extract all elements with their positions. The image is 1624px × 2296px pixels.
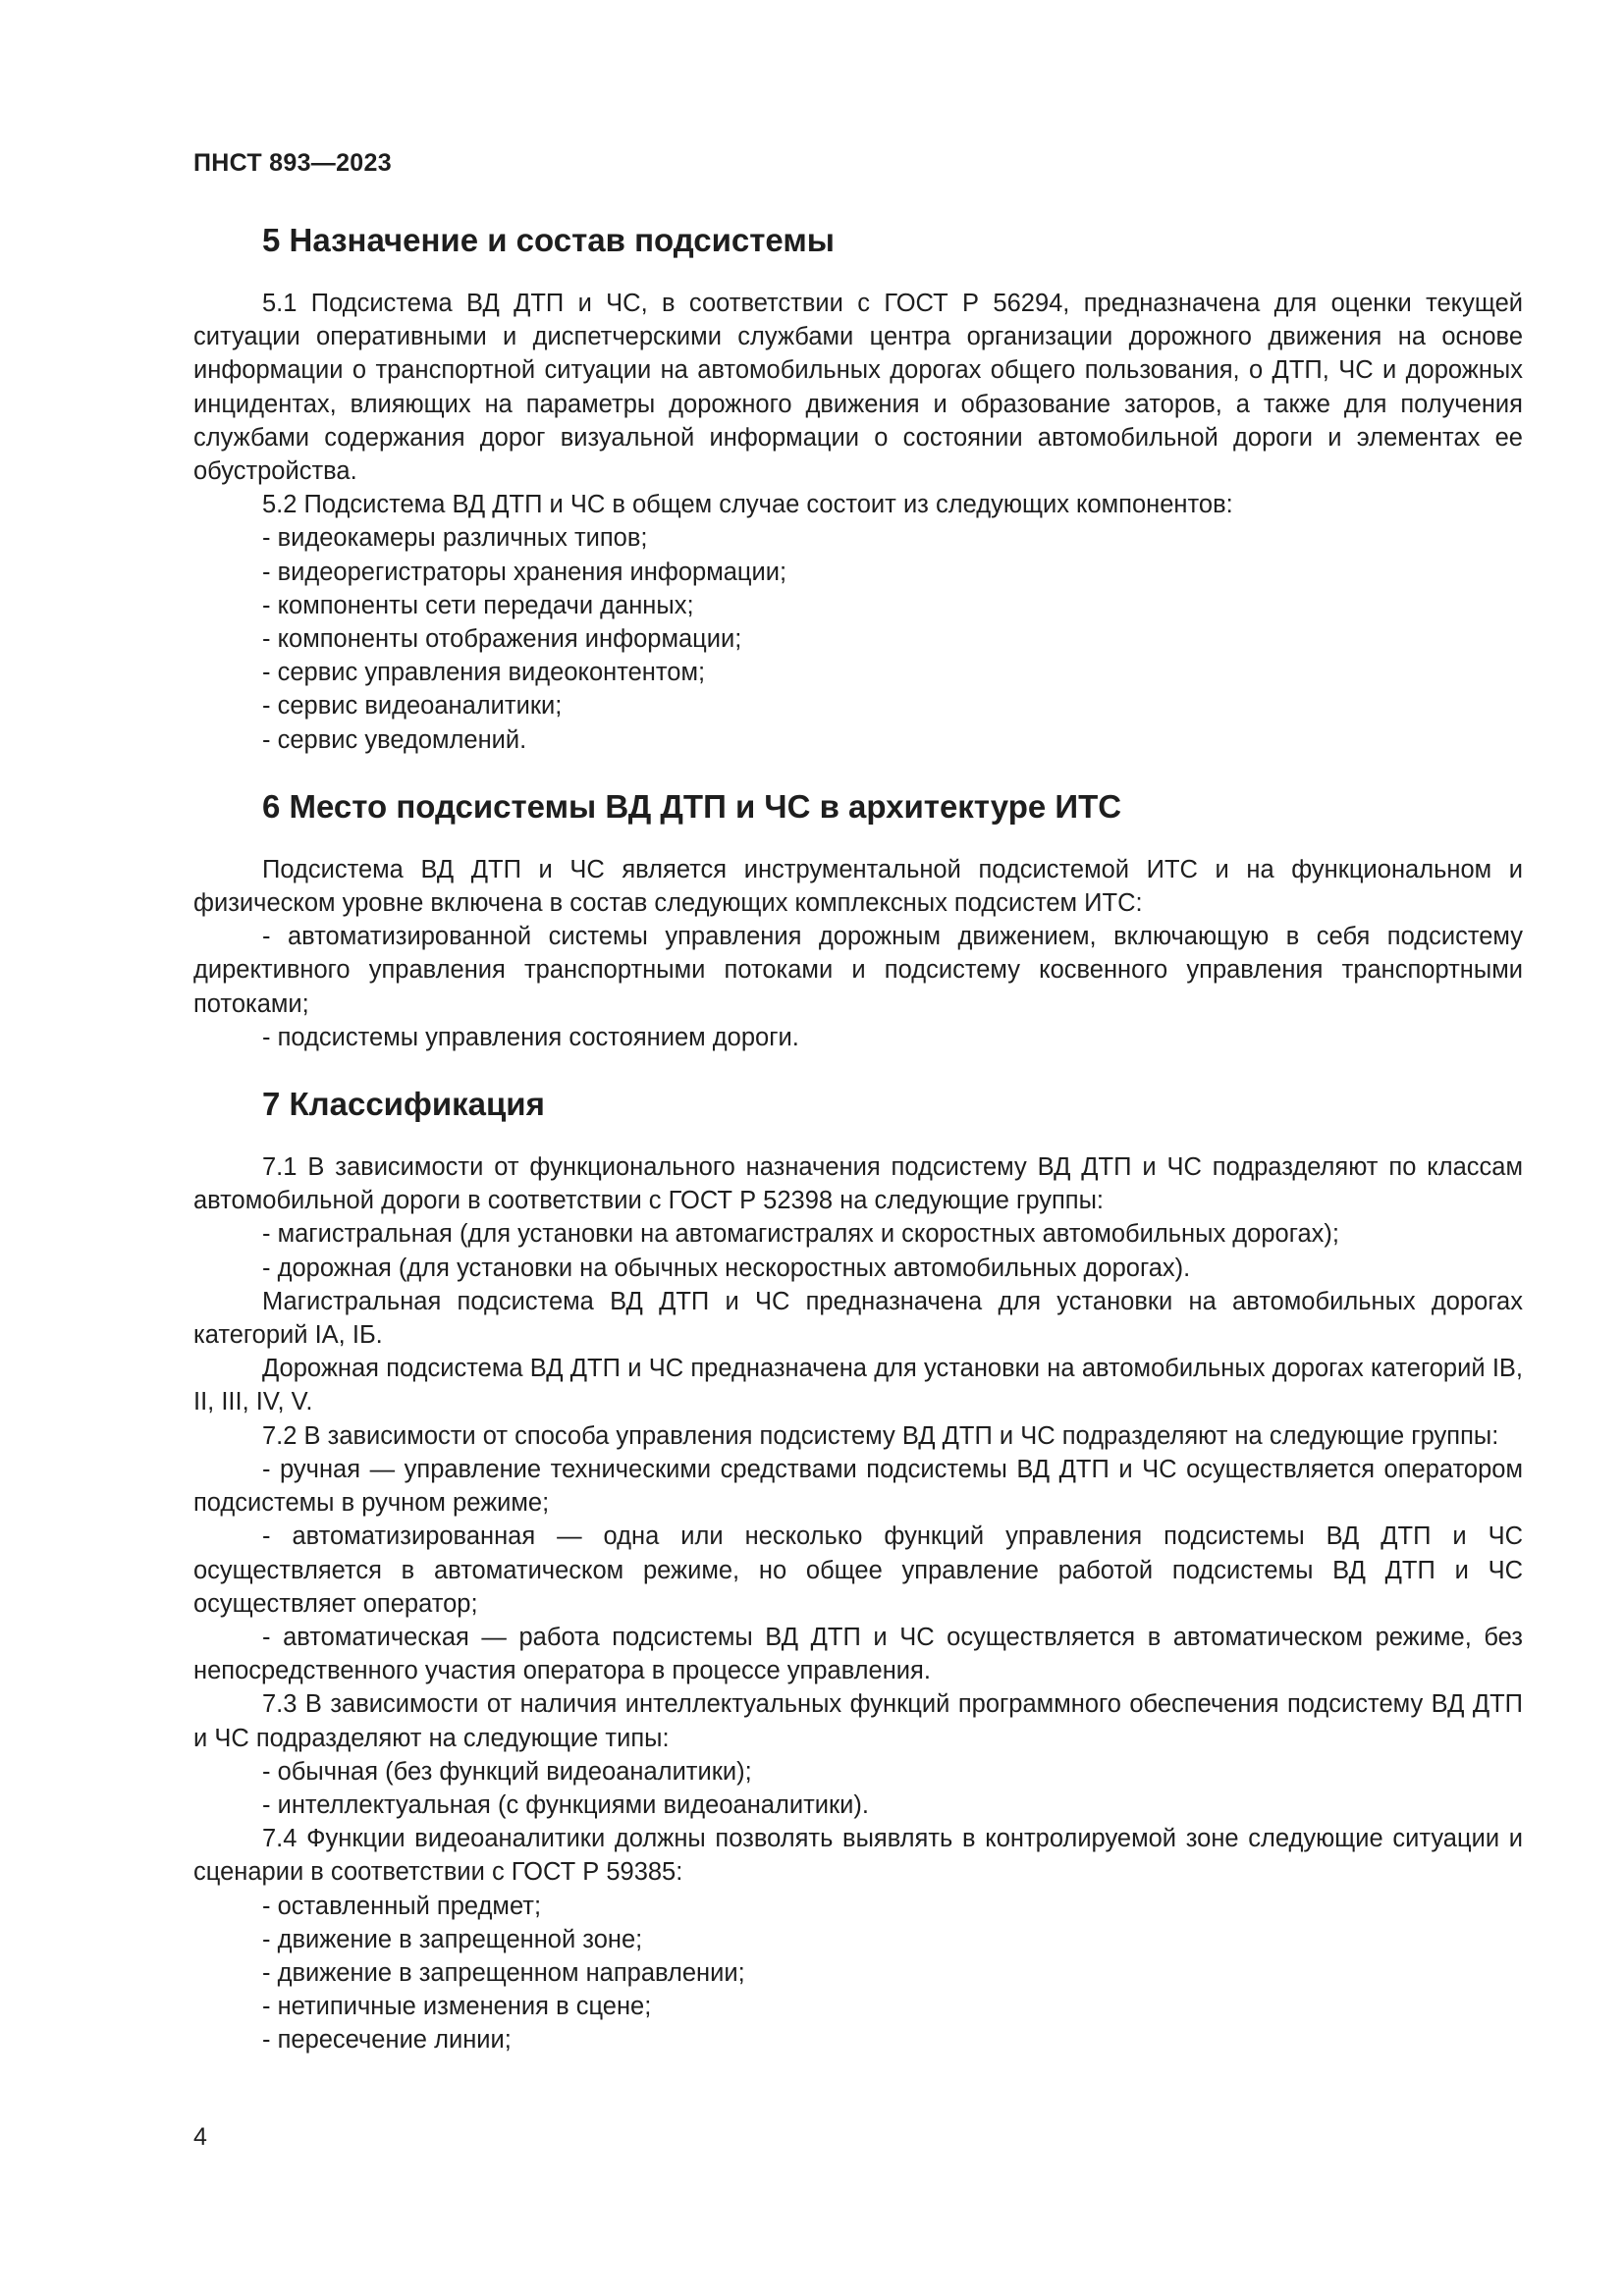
- list-item: - движение в запрещенном направлении;: [262, 1958, 745, 1987]
- paragraph-ordinary-roads: Дорожная подсистема ВД ДТП и ЧС предназначена для установки на автомобильных дорогах категорий IB, II, III, IV, V.: [193, 1355, 1523, 1416]
- list-item: - интеллектуальная (с функциями видеоаналитики).: [262, 1790, 869, 1819]
- list-item: - подсистемы управления состоянием дороги.: [262, 1023, 799, 1051]
- list-item: - магистральная (для установки на автомагистралях и скоростных автомобильных дорогах);: [262, 1220, 1339, 1249]
- page-content: [193, 221, 1523, 2057]
- paragraph-7-1: 7.1 В зависимости от функционального назначения подсистему ВД ДТП и ЧС подразделяют по классам автомобильной дороги в соответствии с ГОСТ Р 52398 на следующие группы:: [193, 1153, 1523, 1215]
- list-item: - автоматизированная — одна или несколько функций управления подсистемы ВД ДТП и ЧС осуществляется в автоматическом режиме, но общее управление работой подсистемы ВД ДТП и ЧС осуществляет оператор;: [193, 1522, 1523, 1618]
- document-code: ПНСТ 893—2023: [193, 149, 392, 177]
- list-item: - ручная — управление техническими средствами подсистемы ВД ДТП и ЧС осуществляется оператором подсистемы в ручном режиме;: [193, 1455, 1523, 1518]
- list-item: - автоматизированной системы управления дорожным движением, включающую в себя подсистему директивного управления транспортными потоками и подсистему косвенного управления транспортными потоками;: [193, 923, 1523, 1018]
- section-6-heading: 6 Место подсистемы ВД ДТП и ЧС в архитектуре ИТС: [262, 787, 1122, 825]
- list-item: - видеорегистраторы хранения информации;: [262, 558, 787, 586]
- list-item: - видеокамеры различных типов;: [262, 524, 648, 553]
- paragraph-5-2: 5.2 Подсистема ВД ДТП и ЧС в общем случае состоит из следующих компонентов:: [262, 491, 1233, 519]
- list-item: - автоматическая — работа подсистемы ВД ДТП и ЧС осуществляется в автоматическом режиме, без непосредственного участия оператора в процессе управления.: [193, 1623, 1523, 1685]
- list-item: - сервис видеоаналитики;: [262, 692, 563, 721]
- list-item: - компоненты сети передачи данных;: [262, 591, 694, 619]
- list-item: - нетипичные изменения в сцене;: [262, 1993, 652, 2021]
- list-item: - пересечение линии;: [262, 2026, 512, 2055]
- list-item: - дорожная (для установки на обычных нескоростных автомобильных дорогах).: [262, 1254, 1191, 1282]
- list-item: - оставленный предмет;: [262, 1892, 542, 1920]
- section-5-heading: 5 Назначение и состав подсистемы: [262, 222, 835, 258]
- list-item: - обычная (без функций видеоаналитики);: [262, 1757, 752, 1786]
- list-item: - компоненты отображения информации;: [262, 625, 742, 654]
- paragraph-7-2: 7.2 В зависимости от способа управления подсистему ВД ДТП и ЧС подразделяют на следующие группы:: [262, 1421, 1499, 1450]
- list-item: - сервис уведомлений.: [262, 725, 527, 754]
- paragraph-5-1: 5.1 Подсистема ВД ДТП и ЧС, в соответствии с ГОСТ Р 56294, предназначена для оценки текущей ситуации оперативными и диспетчерскими службами центра организации дорожного движения на основе информации о транспортной ситуации на автомобильных дорогах общего пользования, о ДТП, ЧС и дорожных инцидентах, влияющих на параметры дорожного движения и образование заторов, а также для получения службами содержания дорог визуальной информации о состоянии автомобильной дороги и элементах ее обустройства.: [193, 290, 1523, 486]
- paragraph-main-roads: Магистральная подсистема ВД ДТП и ЧС предназначена для установки на автомобильных дорогах категорий IA, IБ.: [193, 1287, 1523, 1350]
- section-7-heading: 7 Классификация: [262, 1086, 545, 1123]
- paragraph-7-4: 7.4 Функции видеоаналитики должны позволять выявлять в контролируемой зоне следующие ситуации и сценарии в соответствии с ГОСТ Р 59385:: [193, 1825, 1523, 1887]
- list-item: - движение в запрещенной зоне;: [262, 1925, 643, 1953]
- list-item: - сервис управления видеоконтентом;: [262, 659, 706, 687]
- page-number: 4: [193, 2123, 207, 2151]
- paragraph-7-3: 7.3 В зависимости от наличия интеллектуальных функций программного обеспечения подсистему ВД ДТП и ЧС подразделяют на следующие типы:: [193, 1690, 1523, 1752]
- paragraph-6-intro: Подсистема ВД ДТП и ЧС является инструментальной подсистемой ИТС и на функциональном и физическом уровне включена в состав следующих комплексных подсистем ИТС:: [193, 855, 1523, 918]
